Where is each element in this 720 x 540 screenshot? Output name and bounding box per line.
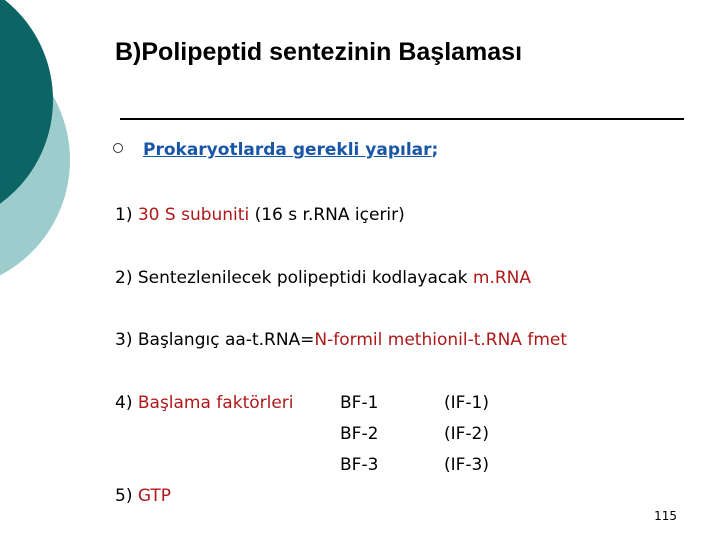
bullet-heading (113, 140, 438, 160)
item-highlight: m.RNA (472, 268, 532, 288)
item-number: 2) (115, 268, 138, 288)
item-number: 3) (115, 330, 138, 350)
bullet-link-text[interactable]: Prokaryotlarda gerekli yapılar (143, 140, 432, 160)
item-highlight: N-formil methionil-t.RNA fmet (314, 330, 567, 350)
item-text: Başlangıç aa-t.RNA= (137, 330, 315, 350)
item-text: (16 s r.RNA içerir) (249, 205, 405, 225)
list-item-5 (115, 486, 171, 506)
title-divider (120, 118, 684, 120)
bullet-circle-icon (113, 143, 123, 153)
item-highlight: Başlama faktörleri (137, 393, 294, 413)
list-item-1 (115, 205, 405, 225)
item-number: 5) (115, 486, 138, 506)
item-highlight: GTP (137, 486, 172, 506)
list-item-3 (115, 330, 567, 350)
factor-bf-3: BF-3 (340, 455, 379, 475)
factor-if-1: (IF-1) (444, 393, 490, 413)
decorative-circles (0, 0, 80, 300)
item-number: 1) (115, 205, 138, 225)
list-item-2 (115, 268, 531, 288)
list-item-4 (115, 393, 294, 413)
slide-title: B)Polipeptid sentezinin Başlaması (115, 38, 523, 66)
factor-bf-1: BF-1 (340, 393, 379, 413)
item-text: Sentezlenilecek polipeptidi kodlayacak (137, 268, 473, 288)
page-number: 115 (654, 509, 677, 523)
item-highlight: 30 S subuniti (137, 205, 250, 225)
factor-if-3: (IF-3) (444, 455, 490, 475)
item-number: 4) (115, 393, 138, 413)
factor-bf-2: BF-2 (340, 424, 379, 444)
factor-if-2: (IF-2) (444, 424, 490, 444)
bullet-suffix: ; (431, 140, 439, 160)
